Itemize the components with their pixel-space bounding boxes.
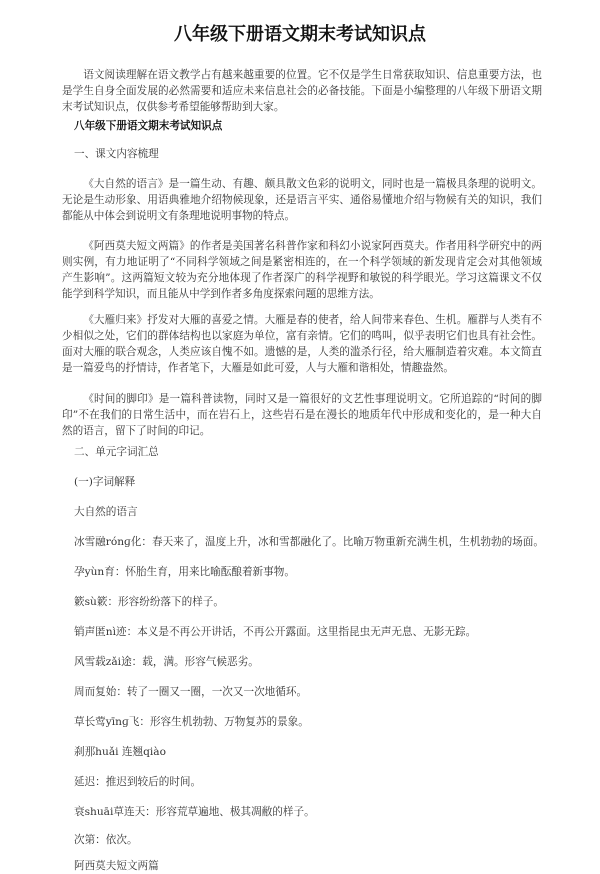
word-entry: 簌sù簌：形容纷纷落下的样子。 <box>74 596 224 608</box>
paragraph-nature-language: 《大自然的语言》是一篇生动、有趣、颇具散文色彩的说明文，同时也是一篇极具条理的说明文。无论是生动形象、用语典雅地介绍物候现象，还是语言平实、通俗易懂地介绍与物候有关的知识，我们都能从中体会到说明文有条理地说明事物的特点。 <box>62 178 542 222</box>
word-entry: 销声匿nì迹：本义是不再公开讲话，不再公开露面。这里指昆虫无声无息、无影无踪。 <box>74 626 477 638</box>
word-entry: 刹那huǎi 连翘qiào <box>74 746 166 758</box>
word-entry: 冰雪融rónɡ化：春天来了，温度上升，冰和雪都融化了。比喻万物重新充满生机，生机勃勃的场面。 <box>74 536 544 548</box>
word-entry: 衰shuāi草连天：形容荒草遍地、极其凋敝的样子。 <box>74 806 315 818</box>
word-entry: 延迟：推迟到较后的时间。 <box>74 776 202 788</box>
paragraph-wild-geese: 《大雁归来》抒发对大雁的喜爱之情。大雁是春的使者，给人间带来春色、生机。雁群与人类有不少相似之处，它们的群体结构也以家庭为单位，富有亲情。它们的鸣叫，似乎表明它们也具有社会性。面对大雁的联合观念，人类应该自愧不如。遗憾的是，人类的滥杀行径，给大雁制造着灾难。本文简直是一篇爱鸟的抒情诗，作者笔下，大雁是如此可爱，人与大雁和谐相处，情趣盎然。 <box>62 314 542 374</box>
word-entry: 孕yùn育：怀胎生育，用来比喻酝酿着新事物。 <box>74 566 295 578</box>
paragraph-time-footprints: 《时间的脚印》是一篇科普读物，同时又是一篇很好的文艺性事理说明文。它所追踪的“时间的脚印”不在我们的日常生活中，而在岩石上，这些岩石是在漫长的地质年代中形成和变化的，是一种大自然的语言，留下了时间的印记。 <box>62 393 542 437</box>
section-heading-1: 一、课文内容梳理 <box>74 148 159 160</box>
subtitle: 八年级下册语文期末考试知识点 <box>74 120 223 132</box>
intro-paragraph: 语文阅读理解在语文教学占有越来越重要的位置。它不仅是学生日常获取知识、信息重要方法，也是学生自身全面发展的必然需要和适应未来信息社会的必备技能。下面是小编整理的八年级下册语文期末考试知识点，仅供参考希望能够帮助到大家。 <box>62 69 542 113</box>
paragraph-asimov: 《阿西莫夫短文两篇》的作者是美国著名科普作家和科幻小说家阿西莫夫。作者用科学研究中的两则实例，有力地证明了“不同科学领域之间是紧密相连的，在一个科学领域的新发现肯定会对其他领域产生影响”。这两篇短文较为充分地体现了作者深广的科学视野和敏锐的科学眼光。学习这篇课文不仅能学到科学知识，而且能从中学到作者多角度探索问题的思维方法。 <box>62 240 542 300</box>
word-entry: 周而复始：转了一圈又一圈，一次又一次地循环。 <box>74 686 308 698</box>
subsection-heading: (一)字词解释 <box>74 476 136 488</box>
group-heading-asimov: 阿西莫夫短文两篇 <box>74 860 159 872</box>
section-heading-2: 二、单元字词汇总 <box>74 446 159 458</box>
group-heading-nature: 大自然的语言 <box>74 506 138 518</box>
page-title: 八年级下册语文期末考试知识点 <box>174 24 426 45</box>
word-entry: 次第：依次。 <box>74 834 138 846</box>
word-entry: 草长莺yīnɡ飞：形容生机勃勃、万物复苏的景象。 <box>74 716 309 728</box>
word-entry: 风雪载zǎi途：载，满。形容气候恶劣。 <box>74 656 259 668</box>
